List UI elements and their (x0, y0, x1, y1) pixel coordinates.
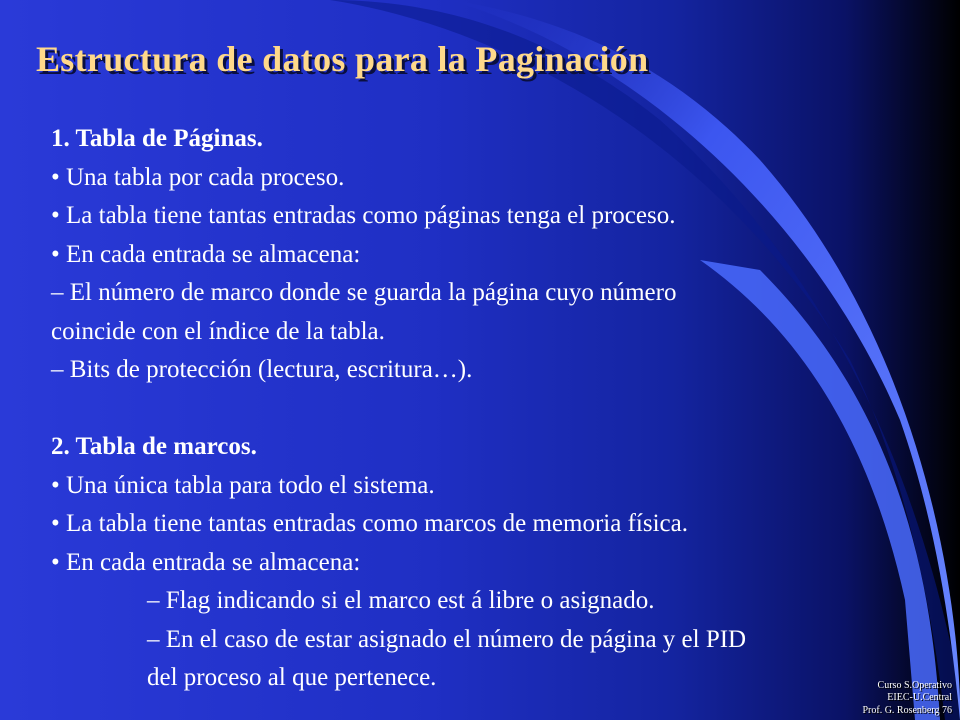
continuation-line: del proceso al que pertenece. (147, 664, 437, 691)
footer-course: Curso S.Operativo (877, 679, 952, 691)
footer-institution: EIEC-U.Central (887, 692, 952, 703)
bullet-line: • La tabla tiene tantas entradas como páginas tenga el proceso. (51, 202, 676, 229)
bullet-line: • En cada entrada se almacena: (51, 240, 361, 268)
continuation-line: coincide con el índice de la tabla. (51, 317, 385, 345)
bullet-line: • Una tabla por cada proceso. (51, 163, 345, 191)
dash-line: – En el caso de estar asignado el número de página y el PID (147, 625, 747, 653)
section-spacer (51, 390, 931, 429)
slide-title: Estructura de datos para la Paginación (36, 39, 649, 79)
section-heading-tabla-paginas: 1. Tabla de Páginas. (51, 125, 263, 152)
section-heading-tabla-marcos: 2. Tabla de marcos. (51, 433, 257, 460)
slide-body (51, 120, 931, 698)
dash-line: – El número de marco donde se guarda la página cuyo número (51, 279, 677, 306)
bullet-line: • Una única tabla para todo el sistema. (51, 471, 435, 499)
dash-line: – Flag indicando si el marco est á libre o asignado. (147, 587, 655, 614)
slide-footer (862, 680, 952, 718)
bullet-line: • La tabla tiene tantas entradas como marcos de memoria física. (51, 510, 688, 537)
dash-line: – Bits de protección (lectura, escritura…). (51, 356, 473, 383)
bullet-line: • En cada entrada se almacena: (51, 548, 361, 576)
footer-professor: Prof. G. Rosenberg 76 (862, 704, 952, 716)
